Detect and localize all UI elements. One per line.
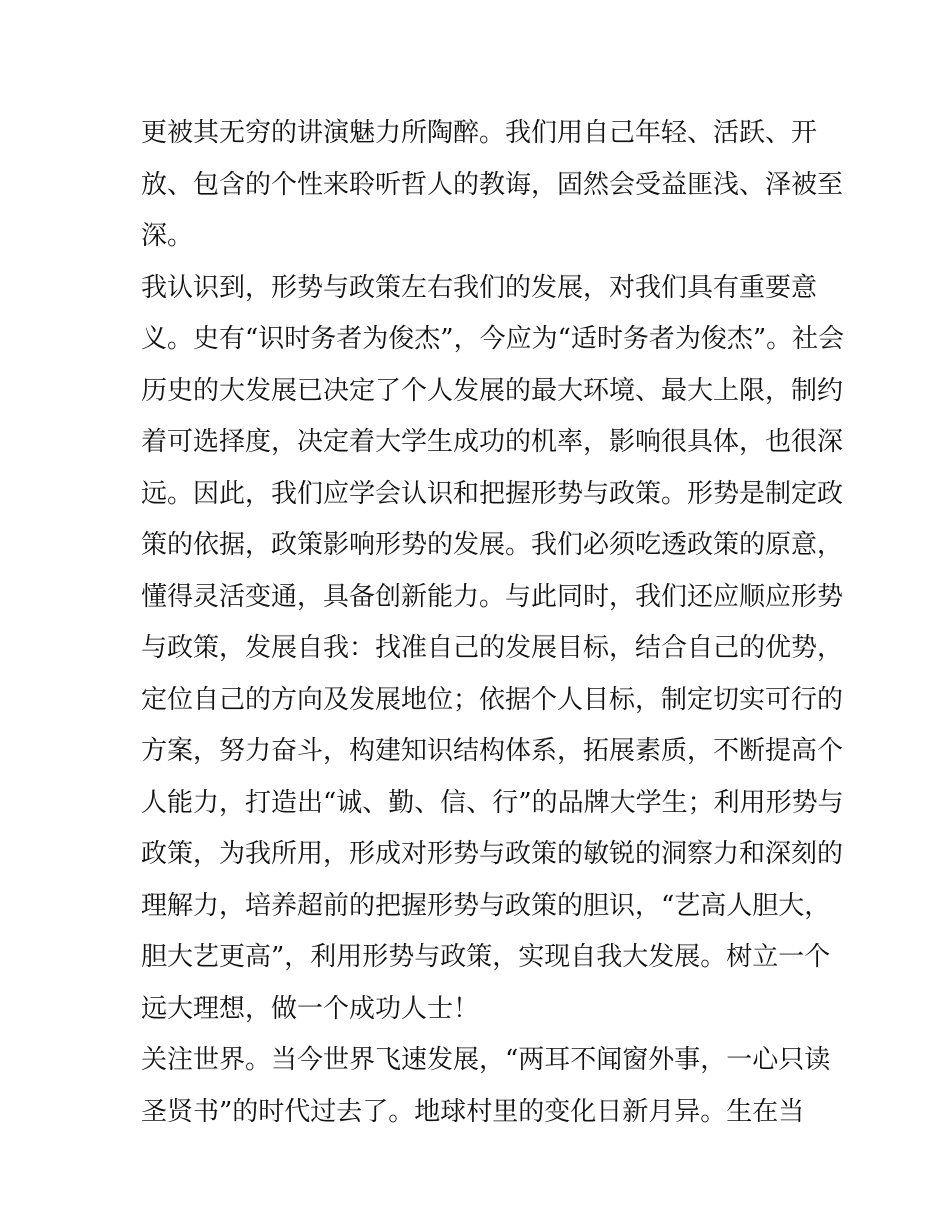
text-line: 放、包含的个性来聆听哲人的教诲，固然会受益匪浅、泽被至 — [141, 169, 844, 200]
text-line: 着可选择度，决定着大学生成功的机率，影响很具体，也很深 — [141, 427, 844, 457]
text-line: 策的依据，政策影响形势的发展。我们必须吃透政策的原意， — [141, 530, 844, 560]
text-line: 胆大艺更高”，利用形势与政策，实现自我大发展。树立一个 — [141, 942, 831, 972]
text-line: 历史的大发展已决定了个人发展的最大环境、最大上限，制约 — [141, 375, 844, 406]
text-line: 远大理想，做一个成功人士！ — [141, 993, 480, 1024]
text-line: 政策，为我所用，形成对形势与政策的敏锐的洞察力和深刻的 — [141, 839, 844, 869]
text-line: 关注世界。当今世界飞速发展，“两耳不闻窗外事，一心只读 — [141, 1045, 831, 1075]
text-line: 圣贤书”的时代过去了。地球村里的变化日新月异。生在当 — [141, 1096, 805, 1127]
text-line: 我认识到，形势与政策左右我们的发展，对我们具有重要意 — [141, 272, 818, 303]
text-line: 更被其无穷的讲演魅力所陶醉。我们用自己年轻、活跃、开 — [141, 118, 818, 148]
text-line: 人能力，打造出“诚、勤、信、行”的品牌大学生；利用形势与 — [141, 787, 844, 818]
body-text — [141, 108, 845, 1138]
text-line: 懂得灵活变通，具备创新能力。与此同时，我们还应顺应形势 — [141, 581, 844, 612]
text-line: 深。 — [141, 221, 194, 251]
text-line: 与政策，发展自我：找准自己的发展目标，结合自己的优势， — [141, 633, 844, 663]
text-line: 方案，努力奋斗，构建知识结构体系，拓展素质，不断提高个 — [141, 736, 844, 766]
text-line: 远。因此，我们应学会认识和把握形势与政策。形势是制定政 — [141, 478, 844, 509]
text-line: 理解力，培养超前的把握形势与政策的胆识，“艺高人胆大， — [141, 890, 831, 921]
text-line: 定位自己的方向及发展地位；依据个人目标，制定切实可行的 — [141, 684, 844, 715]
text-line: 义。史有“识时务者为俊杰”，今应为“适时务者为俊杰”。社会 — [141, 324, 845, 354]
